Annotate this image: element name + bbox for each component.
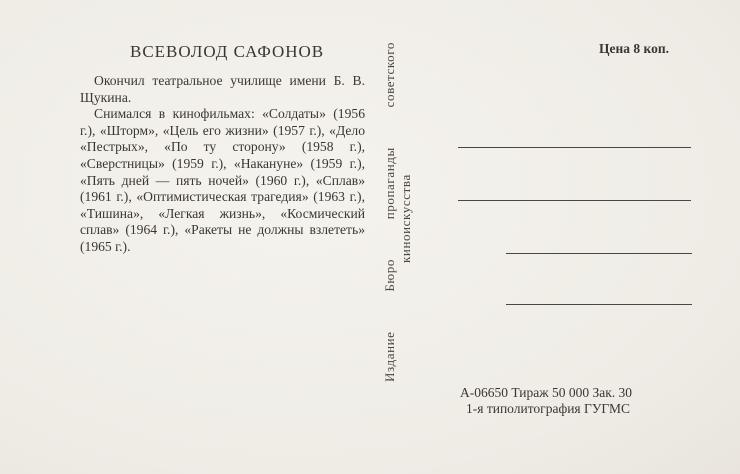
actor-name-title: ВСЕВОЛОД САФОНОВ xyxy=(130,42,325,61)
imprint-printer-line: 1-я типолитография ГУГМС xyxy=(466,401,631,416)
address-line xyxy=(506,253,692,254)
address-line xyxy=(506,304,692,305)
biography-education: Окончил театральное училище имени Б. В. Щукина. xyxy=(80,73,365,105)
price-label: Цена 8 коп. xyxy=(599,41,670,56)
publisher-line-2: киноискусства xyxy=(398,174,413,263)
address-line xyxy=(458,147,691,148)
biography-text xyxy=(80,73,365,256)
publisher-line-1: Издание Бюро пропаганды советского xyxy=(382,42,397,382)
biography-filmography: Снимался в кинофильмах: «Солдаты» (1956 г.), «Шторм», «Цель его жизни» (1957 г.), «Дело «Пестрых», «По ту сторону» (1958 г.), «Сверстницы» (1959 г.), «Накануне» (1959 г.), «Пять дней — пять ночей» (1960 г.), «Сплав» (1961 г.), «Оптимистическая трагедия» (1963 г.), «Тишина», «Легкая жизнь», «Космический сплав» (1964 г.), «Ракеты не должны взлететь» (1965 г.). xyxy=(80,106,365,254)
address-line xyxy=(458,200,691,201)
print-imprint xyxy=(460,385,632,417)
imprint-order-line: А-06650 Тираж 50 000 Зак. 30 xyxy=(460,385,633,400)
